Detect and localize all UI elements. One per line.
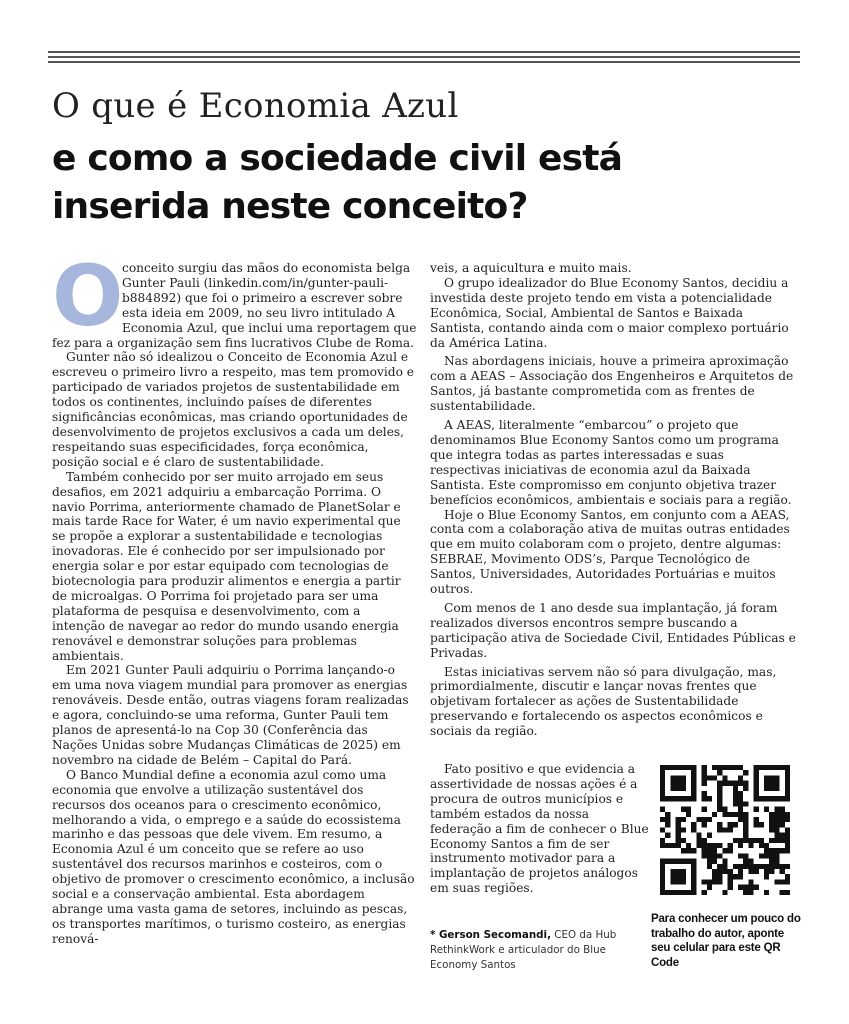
paragraph: Estas iniciativas servem não só para divulgação, mas, primordialmente, discutir e lançar novas frentes que objetivam fortalecer as ações de Sustentabilidade preservando e fortalecendo os aspectos econômicos e sociais da região. bbox=[430, 664, 777, 739]
paragraph: O Banco Mundial define a economia azul como uma economia que envolve a utilização sustentável dos recursos dos oceanos para o crescimento econômico, melhorando a vida, o emprego e a saúde do ecossistema marinho e das pessoas que dele vivem. Em resumo, a Economia Azul é um conceito que se refere ao uso sustentável dos recursos marinhos e costeiros, com o objetivo de promover o crescimento econômico, a inclusão social e a conservação ambiental. Esta abordagem abrange uma vasta gama de setores, incluindo as pescas, os transportes marítimos, o turismo costeiro, as energias renová- bbox=[52, 767, 415, 946]
qr-code-icon bbox=[660, 765, 790, 895]
paragraph: veis, a aquicultura e muito mais. bbox=[430, 261, 632, 275]
paragraph: Com menos de 1 ano desde sua implantação, já foram realizados diversos encontros sempre buscando a participação ativa de Sociedade Civil, Entidades Públicas e Privadas. bbox=[430, 600, 796, 660]
article-column-1 bbox=[52, 247, 417, 947]
qr-code-caption: Para conhecer um pouco do trabalho do autor, aponte seu celular para este QR Code bbox=[651, 913, 801, 969]
author-credit bbox=[430, 928, 635, 972]
paragraph: Em 2021 Gunter Pauli adquiriu o Porrima lançando-o em uma nova viagem mundial para promover as energias renováveis. Desde então, outras viagens foram realizadas e agora, concluindo-se uma reforma, Gunter Pauli tem planos de apresentá-lo na Cop 30 (Conferência das Nações Unidas sobre Mudanças Climáticas de 2025) em novembro na cidade de Belém – Capital do Pará. bbox=[52, 663, 409, 767]
headline-line-3: inserida neste conceito? bbox=[52, 186, 528, 227]
author-bio: CEO da Hub RethinkWork e articulador do Blue Economy Santos bbox=[430, 929, 617, 971]
headline-line-2: e como a sociedade civil está bbox=[52, 138, 623, 179]
paragraph: Nas abordagens iniciais, houve a primeira aproximação com a AEAS – Associação dos Engenheiros e Arquitetos de Santos, já bastante comprometida com as frentes de sustentabilidade. bbox=[430, 354, 794, 414]
headline-line-1: O que é Economia Azul bbox=[52, 86, 459, 126]
author-name: * Gerson Secomandi, bbox=[430, 929, 551, 941]
article-column-2 bbox=[430, 261, 797, 739]
paragraph: O grupo idealizador do Blue Economy Santos, decidiu a investida deste projeto tendo em vista a potencialidade Econômica, Social, Ambiental de Santos e Baixada Santista, contando ainda com o maior complexo portuário da América Latina. bbox=[430, 275, 789, 350]
paragraph: A AEAS, literalmente “embarcou” o projeto que denominamos Blue Economy Santos como um programa que integra todas as partes interessadas e suas respectivas iniciativas de economia azul da Baixada Santista. Este compromisso em conjunto objetiva trazer benefícios econômicos, ambientais e sociais para a região. bbox=[430, 418, 792, 507]
paragraph: Fato positivo e que evidencia a assertividade de nossas ações é a procura de outros municípios e também estados da nossa federação a fim de conhecer o Blue Economy Santos a fim de ser instrumento motivador para a implantação de projetos análogos em suas regiões. bbox=[430, 762, 649, 896]
article-column-2-narrow bbox=[430, 762, 652, 896]
drop-cap: O bbox=[52, 247, 124, 345]
paragraph: Também conhecido por ser muito arrojado em seus desafios, em 2021 adquiriu a embarcação Porrima. O navio Porrima, anteriormente chamado de PlanetSolar e mais tarde Race for Water, é um navio experimental que se propõe a explorar a sustentabilidade e tecnologias inovadoras. Ele é conhecido por ser impulsionado por energia solar e por estar equipado com tecnologias de biotecnologia para produzir alimentos e energia a partir de microalgas. O Porrima foi projetado para ser uma plataforma de pesquisa e desenvolvimento, com a intenção de navegar ao redor do mundo usando energia renovável e demonstrar soluções para problemas ambientais. bbox=[52, 469, 401, 663]
header-rules bbox=[48, 51, 800, 66]
paragraph: conceito surgiu das mãos do economista belga Gunter Pauli (linkedin.com/in/gunter-pauli-b884892) que foi o primeiro a escrever sobre esta ideia em 2009, no seu livro intitulado A Economia Azul, que inclui uma reportagem que fez para a organização sem fins lucrativos Clube de Roma. bbox=[52, 261, 417, 350]
paragraph: Hoje o Blue Economy Santos, em conjunto com a AEAS, conta com a colaboração ativa de muitas outras entidades que em muito colaboram com o projeto, dentre algumas: SEBRAE, Movimento ODS’s, Parque Tecnológico de Santos, Universidades, Autoridades Portuárias e muitos outros. bbox=[430, 507, 790, 597]
paragraph: Gunter não só idealizou o Conceito de Economia Azul e escreveu o primeiro livro a respeito, mas tem promovido e participado de variados projetos de sustentabilidade em todos os continentes, incluindo países de diferentes significâncias econômicas, mas criando oportunidades de desenvolvimento de projetos exclusivos a cada um deles, respeitando suas especificidades, força econômica, posição social e é claro de sustentabilidade. bbox=[52, 350, 415, 469]
